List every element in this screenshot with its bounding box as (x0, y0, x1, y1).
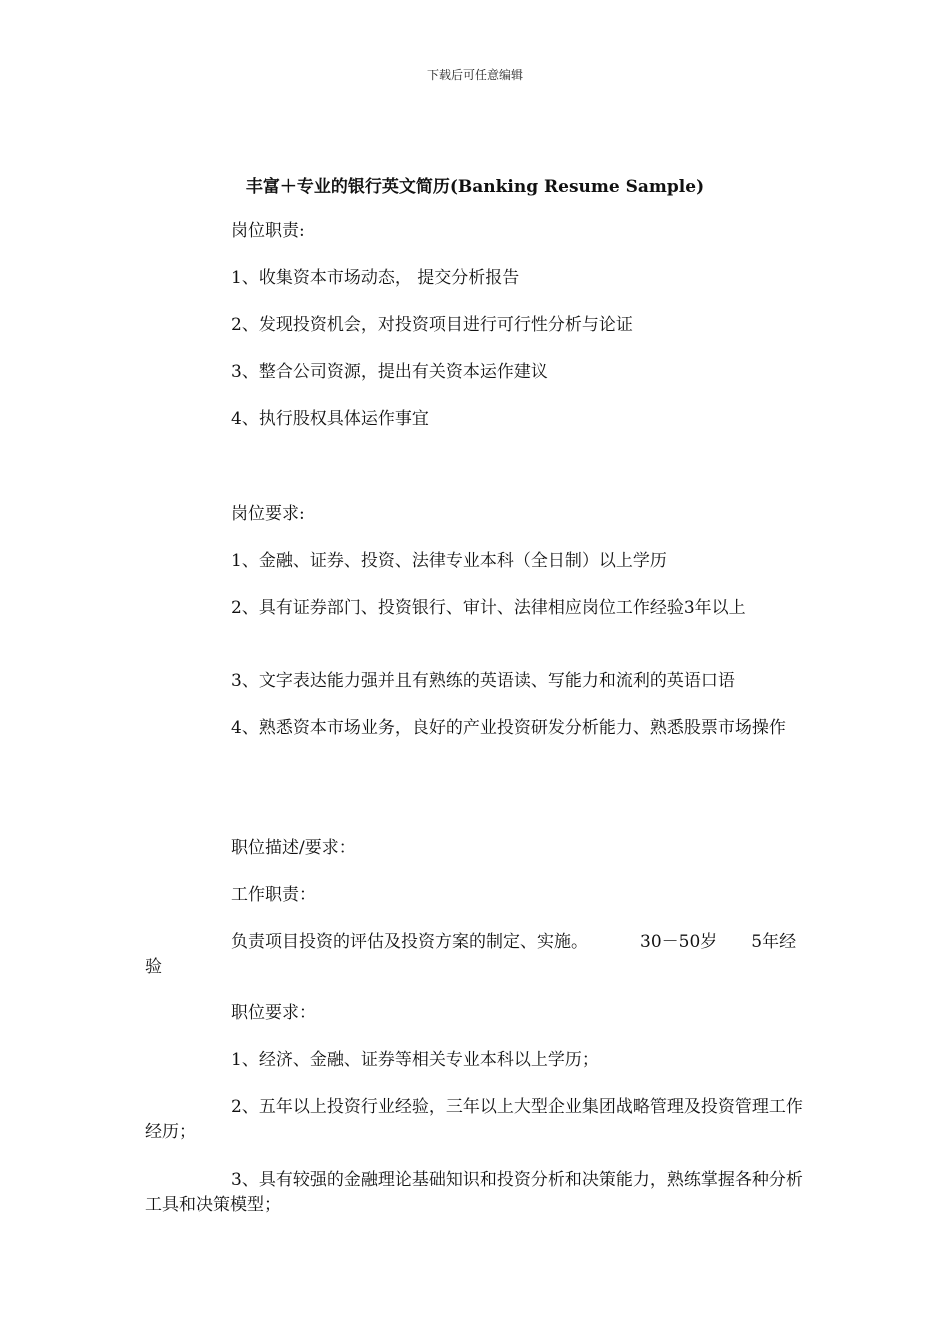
duty-item-4: 4、执行股权具体运作事宜 (231, 409, 429, 429)
position-requirement-item-3: 3、具有较强的金融理论基础知识和投资分析和决策能力，熟练掌握各种分析工具和决策模型； (145, 1170, 803, 1215)
section-heading-position: 职位描述/要求： (231, 838, 356, 858)
position-requirement-item-1: 1、经济、金融、证券等相关专业本科以上学历； (231, 1050, 599, 1070)
job-age-range: 30－50岁 (640, 932, 718, 952)
job-experience-number: 5 (751, 932, 763, 952)
requirement-item-4: 4、熟悉资本市场业务，良好的产业投资研发分析能力、熟悉股票市场操作 (231, 718, 786, 738)
position-requirement-item-2: 2、五年以上投资行业经验，三年以上大型企业集团战略管理及投资管理工作经历； (145, 1097, 803, 1142)
duty-item-3: 3、整合公司资源，提出有关资本运作建议 (231, 362, 548, 382)
subheading-position-requirements: 职位要求： (231, 1003, 316, 1023)
job-description-text: 负责项目投资的评估及投资方案的制定、实施。 (231, 932, 588, 952)
document-title: 丰富＋专业的银行英文简历(Banking Resume Sample) (245, 177, 705, 197)
page-header: 下载后可任意编辑 (426, 68, 523, 82)
duty-item-2: 2、发现投资机会，对投资项目进行可行性分析与论证 (231, 315, 633, 335)
job-description (145, 930, 805, 980)
requirement-item-1: 1、金融、证券、投资、法律专业本科（全日制）以上学历 (231, 551, 667, 571)
subheading-work-duties: 工作职责： (231, 885, 316, 905)
job-experience-unit: 年经验 (145, 932, 797, 977)
requirement-item-2: 2、具有证券部门、投资银行、审计、法律相应岗位工作经验3年以上 (231, 598, 746, 618)
section-heading-requirements: 岗位要求: (231, 504, 305, 524)
requirement-item-3: 3、文字表达能力强并且有熟练的英语读、写能力和流利的英语口语 (231, 671, 735, 691)
duty-item-1: 1、收集资本市场动态， 提交分析报告 (231, 268, 520, 288)
section-heading-duties: 岗位职责: (231, 221, 305, 241)
